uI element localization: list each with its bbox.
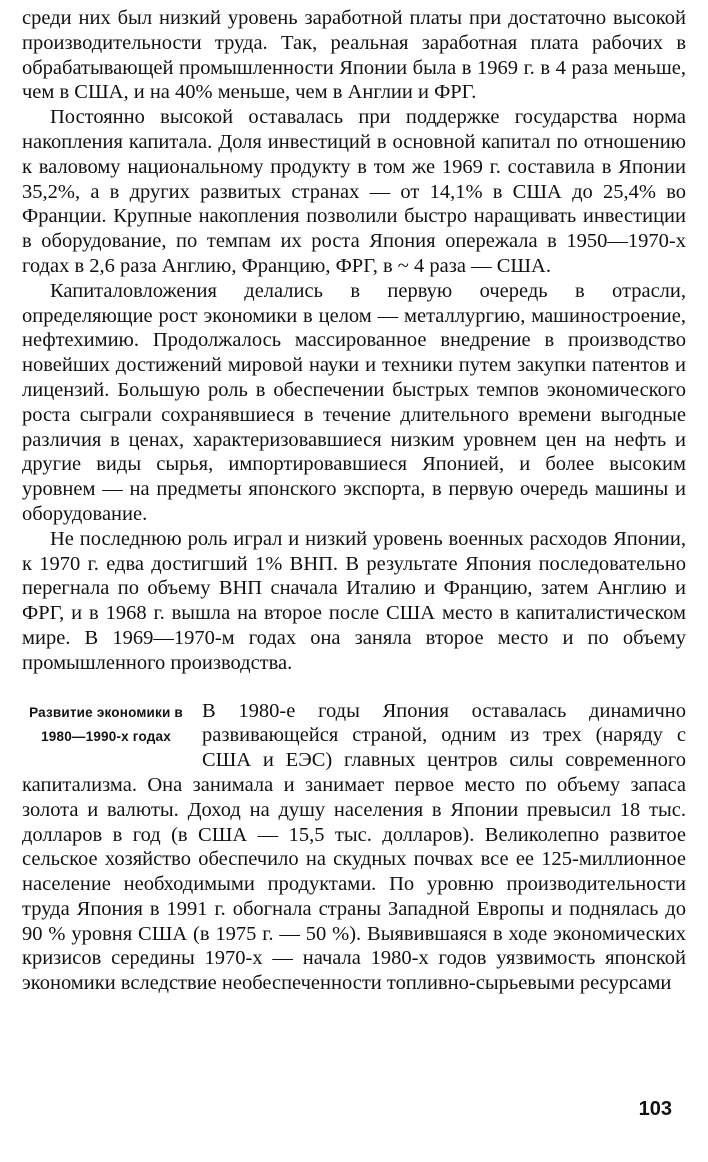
paragraph-3: Капиталовложения делались в первую очередь в отрасли, определяющие рост экономики в целом — металлургию, машиностроение, нефтехимию. Продолжалось массированное внедрение в производство новейших достижений мировой науки и техники путем закупки патентов и лицензий. Большую роль в обеспечении быстрых темпов экономического роста сыграли сохранявшиеся в течение длительного времени выгодные различия в ценах, характеризовавшиеся низким уровнем цен на нефть и другие виды сырья, импортировавшиеся Японией, и более высоким уровнем — на предметы японского экспорта, в первую очередь машины и оборудование. [22,279,686,525]
section-paragraph: В 1980-е годы Япония оставалась динамично развивающейся страной, одним из трех (наряду с США и ЕЭС) главных центров силы современного капитализма. Она занимала и занимает первое место по объему запаса золота и валюты. Доход на душу населения в Японии превысил 18 тыс. долларов в год (в США — 15,5 тыс. долларов). Великолепно развитое сельское хозяйство обеспечило на скудных почвах все ее 125-миллионное население необходимыми продуктами. По уровню производительности труда Япония в 1991 г. обогнала страны Западной Европы и поднялась до 90 % уровня США (в 1975 г. — 50 %). Выявившаяся в ходе экономических кризисов середины 1970-х — начала 1980-х годов уязвимость японской экономики вследствие необеспеченности топливно-сырьевыми ресурсами [22,699,686,995]
paragraph-1: среди них был низкий уровень заработной платы при достаточно высокой производительности труда. Так, реальная заработная плата рабочих в обрабатывающей промышленности Японии была в 1969 г. в 4 раза меньше, чем в США, и на 40% меньше, чем в Англии и ФРГ. [22,7,686,104]
paragraph-4: Не последнюю роль играл и низкий уровень военных расходов Японии, к 1970 г. едва достигший 1% ВНП. В результате Япония последовательно перегнала по объему ВНП сначала Италию и Францию, затем Англию и ФРГ, и в 1968 г. вышла на второе после США место в капиталистическом мире. В 1969—1970-м годах она заняла второе место и по объему промышленного производства. [22,527,686,674]
section-side-heading: Развитие экономики в 1980—1990-х годах [29,704,183,744]
page-number: 103 [638,1098,672,1120]
section-economy-1980s [22,699,686,997]
paragraph-2: Постоянно высокой оставалась при поддержке государства норма накопления капитала. Доля инвестиций в основной капитал по отношению к валовому национальному продукту в том же 1969 г. составила в Японии 35,2%, а в других развитых странах — от 14,1% в США до 25,4% во Франции. Крупные накопления позволили быстро наращивать инвестиции в оборудование, по темпам их роста Япония опережала в 1950—1970-х годах в 2,6 раза Англию, Францию, ФРГ, в ~ 4 раза — США. [22,106,686,277]
